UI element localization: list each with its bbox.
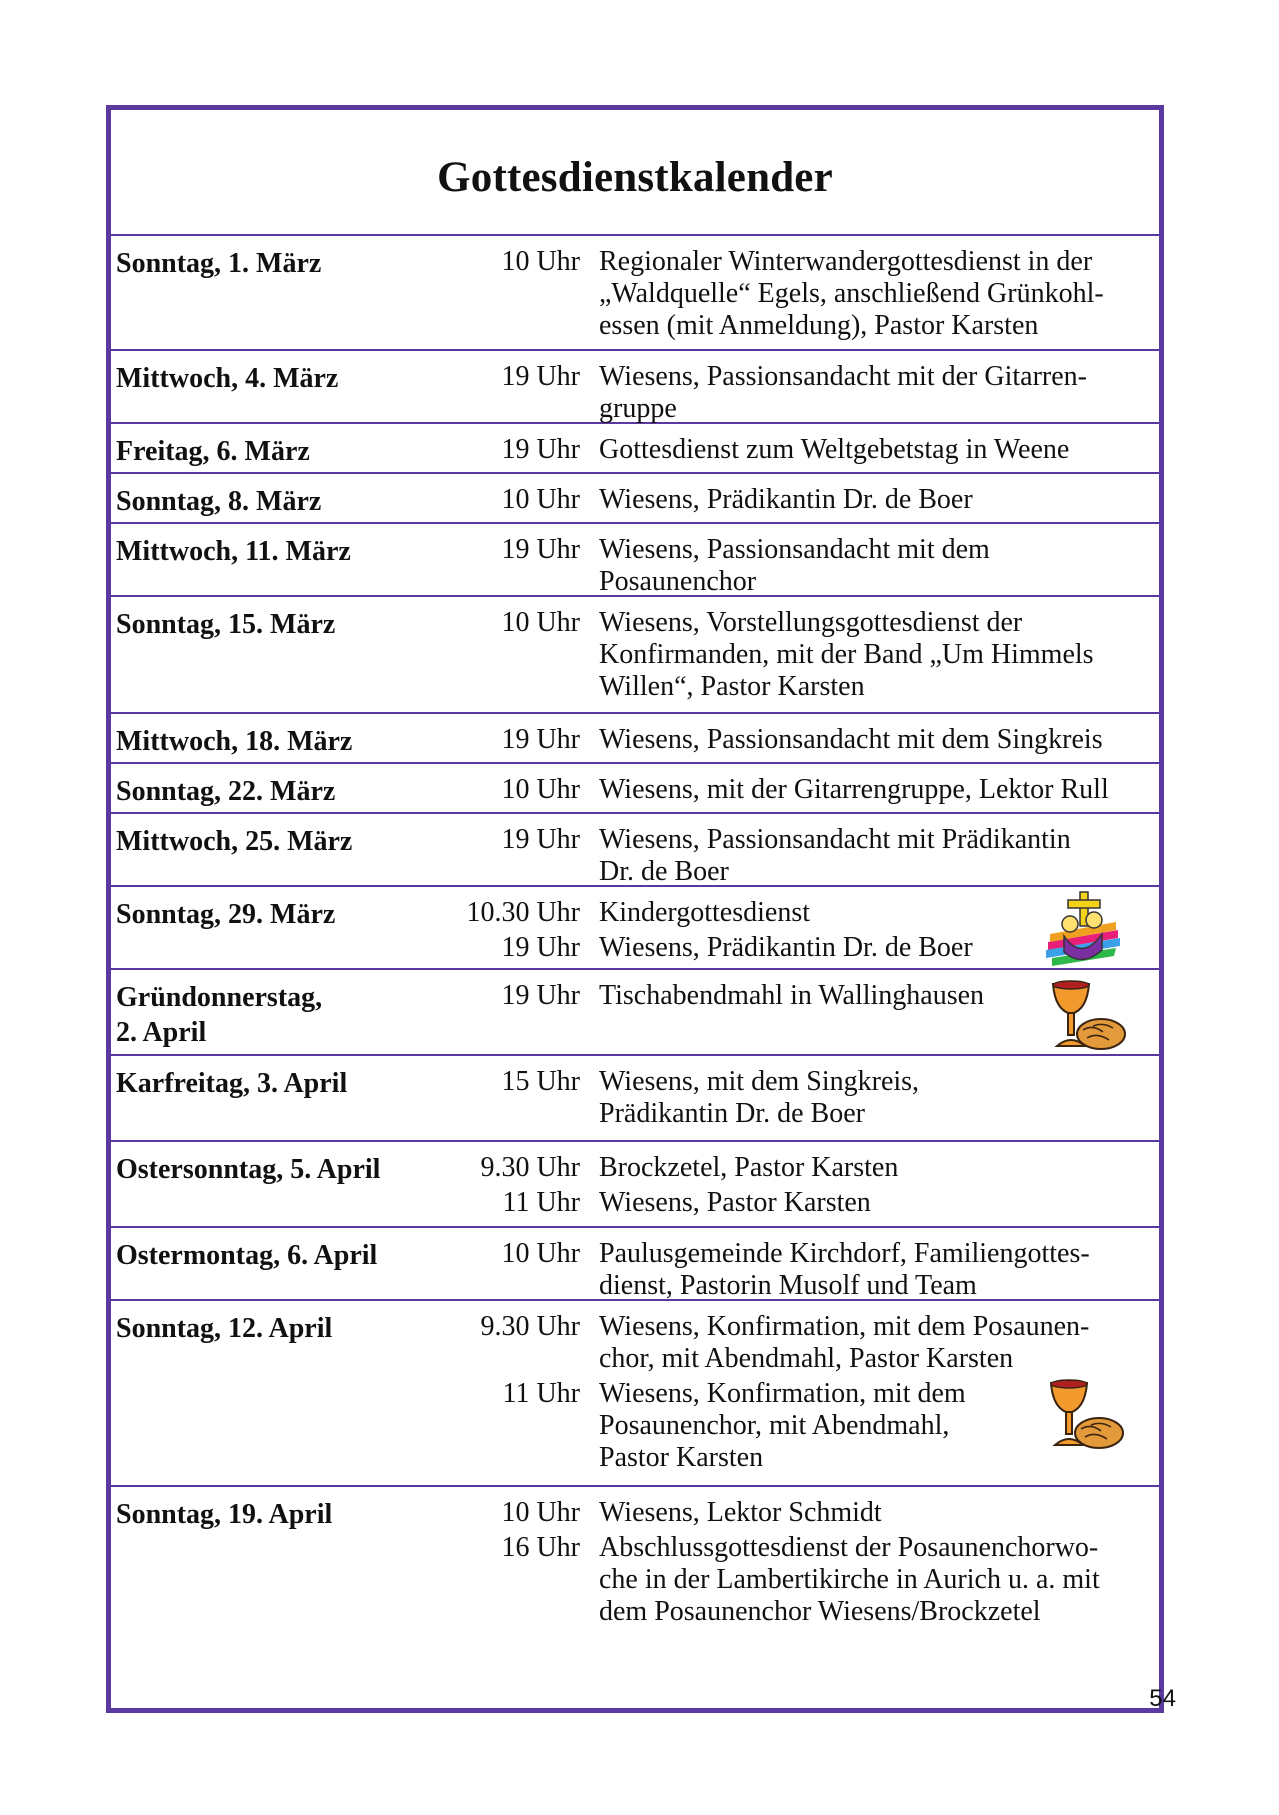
service-description: [599, 1187, 1159, 1219]
service-time: 19 Uhr: [501, 361, 580, 392]
description-line: Paulusgemeinde Kirchdorf, Familiengottes-: [599, 1238, 1090, 1269]
table-row: [111, 887, 1159, 970]
service-entry: [430, 534, 1159, 598]
description-line: Wiesens, Konfirmation, mit dem: [599, 1378, 966, 1409]
description-line: Wiesens, Prädikantin Dr. de Boer: [599, 484, 973, 515]
table-row: [111, 597, 1159, 714]
service-time: 10 Uhr: [501, 246, 580, 277]
service-time: 19 Uhr: [501, 980, 580, 1011]
service-events: [430, 607, 1159, 712]
service-entry: [430, 246, 1159, 342]
description-line: Tischabendmahl in Wallinghausen: [599, 980, 985, 1011]
service-events: [430, 1152, 1159, 1226]
service-events: [430, 484, 1159, 522]
service-day: Karfreitag, 3. April: [116, 1068, 348, 1099]
service-time: 10 Uhr: [501, 607, 580, 638]
service-day: Sonntag, 12. April: [116, 1313, 333, 1344]
service-time: 10 Uhr: [501, 1497, 580, 1528]
service-description: [599, 1238, 1159, 1302]
service-time: 10 Uhr: [501, 1238, 580, 1269]
description-line: essen (mit Anmeldung), Pastor Karsten: [599, 310, 1039, 341]
service-entry: [430, 1187, 1159, 1219]
service-events: [430, 1497, 1159, 1627]
service-day: Mittwoch, 25. März: [116, 826, 353, 857]
service-time: 15 Uhr: [501, 1066, 580, 1097]
service-description: [599, 434, 1159, 466]
service-entry: [430, 1497, 1159, 1529]
service-day: Sonntag, 8. März: [116, 486, 322, 517]
service-entry: [430, 1311, 1159, 1375]
description-line: Wiesens, Vorstellungsgottesdienst der: [599, 607, 1023, 638]
service-time: 10.30 Uhr: [466, 897, 580, 928]
description-line: Dr. de Boer: [599, 856, 729, 887]
service-time: 11 Uhr: [502, 1378, 580, 1409]
description-line: Wiesens, Prädikantin Dr. de Boer: [599, 932, 973, 963]
service-day: Freitag, 6. März: [116, 436, 310, 467]
service-events: [430, 1238, 1159, 1299]
description-line: Posaunenchor: [599, 566, 757, 597]
service-entry: [430, 361, 1159, 425]
service-time: 19 Uhr: [501, 534, 580, 565]
description-line: Wiesens, Passionsandacht mit dem: [599, 534, 990, 565]
service-time: 19 Uhr: [501, 932, 580, 963]
description-line: „Waldquelle“ Egels, anschließend Grünkohl-: [599, 278, 1104, 309]
table-row: [111, 1301, 1159, 1487]
service-day: Ostersonntag, 5. April: [116, 1154, 381, 1185]
description-line: gruppe: [599, 393, 677, 424]
table-row: [111, 1142, 1159, 1228]
service-events: [430, 774, 1159, 812]
description-line: Pastor Karsten: [599, 1442, 764, 1473]
service-description: [599, 1066, 1159, 1130]
description-line: Brockzetel, Pastor Karsten: [599, 1152, 899, 1183]
description-line: Willen“, Pastor Karsten: [599, 671, 865, 702]
service-time: 9.30 Uhr: [480, 1152, 580, 1183]
service-entry: [430, 434, 1159, 466]
service-entry: [430, 824, 1159, 888]
description-line: Wiesens, Lektor Schmidt: [599, 1497, 882, 1528]
calendar-rows: [111, 236, 1159, 1627]
table-row: [111, 236, 1159, 351]
description-line: Wiesens, Pastor Karsten: [599, 1187, 871, 1218]
description-line: che in der Lambertikirche in Aurich u. a. mit: [599, 1564, 1100, 1595]
description-line: Wiesens, mit der Gitarrengruppe, Lektor Rull: [599, 774, 1109, 805]
children-service-icon: [1044, 890, 1122, 968]
service-entry: [430, 724, 1159, 756]
service-events: [430, 361, 1159, 422]
service-description: [599, 1311, 1159, 1375]
service-description: [599, 246, 1159, 342]
description-line: Konfirmanden, mit der Band „Um Himmels: [599, 639, 1094, 670]
description-line: Wiesens, Konfirmation, mit dem Posaunen-: [599, 1311, 1090, 1342]
service-entry: [430, 1238, 1159, 1302]
service-time: 19 Uhr: [501, 434, 580, 465]
service-day: Gründonnerstag, 2. April: [116, 982, 323, 1048]
service-time: 10 Uhr: [501, 774, 580, 805]
service-day: Sonntag, 15. März: [116, 609, 336, 640]
calendar-frame: [106, 105, 1164, 1713]
service-description: [599, 484, 1159, 516]
table-row: [111, 970, 1159, 1056]
service-day: Mittwoch, 4. März: [116, 363, 339, 394]
service-description: [599, 724, 1159, 756]
service-entry: [430, 1532, 1159, 1628]
service-day: Sonntag, 22. März: [116, 776, 336, 807]
service-entry: [430, 774, 1159, 806]
service-entry: [430, 1152, 1159, 1184]
page-number: 54: [1149, 1685, 1176, 1712]
service-events: [430, 824, 1159, 885]
table-row: [111, 351, 1159, 424]
table-row: [111, 1228, 1159, 1301]
description-line: Wiesens, Passionsandacht mit der Gitarren-: [599, 361, 1087, 392]
service-day: Mittwoch, 11. März: [116, 536, 351, 567]
description-line: chor, mit Abendmahl, Pastor Karsten: [599, 1343, 1014, 1374]
description-line: Wiesens, Passionsandacht mit dem Singkreis: [599, 724, 1103, 755]
service-description: [599, 774, 1159, 806]
service-entry: [430, 484, 1159, 516]
service-time: 11 Uhr: [502, 1187, 580, 1218]
service-events: [430, 246, 1159, 349]
service-description: [599, 1152, 1159, 1184]
service-time: 9.30 Uhr: [480, 1311, 580, 1342]
table-row: [111, 1487, 1159, 1627]
service-time: 10 Uhr: [501, 484, 580, 515]
service-events: [430, 1066, 1159, 1140]
service-day: Sonntag, 19. April: [116, 1499, 333, 1530]
description-line: Regionaler Winterwandergottesdienst in der: [599, 246, 1093, 277]
service-events: [430, 434, 1159, 472]
service-day: Ostermontag, 6. April: [116, 1240, 378, 1271]
description-line: Gottesdienst zum Weltgebetstag in Weene: [599, 434, 1070, 465]
description-line: Prädikantin Dr. de Boer: [599, 1098, 865, 1129]
title-row: [111, 110, 1159, 236]
service-time: 16 Uhr: [501, 1532, 580, 1563]
chalice-bread-icon: [1045, 1375, 1123, 1455]
table-row: [111, 424, 1159, 474]
service-day: Mittwoch, 18. März: [116, 726, 353, 757]
description-line: Wiesens, Passionsandacht mit Prädikantin: [599, 824, 1071, 855]
description-line: dem Posaunenchor Wiesens/Brockzetel: [599, 1596, 1041, 1627]
description-line: dienst, Pastorin Musolf und Team: [599, 1270, 977, 1301]
service-description: [599, 1497, 1159, 1529]
table-row: [111, 714, 1159, 764]
service-description: [599, 361, 1159, 425]
description-line: Abschlussgottesdienst der Posaunenchorwo-: [599, 1532, 1099, 1563]
description-line: Kindergottesdienst: [599, 897, 811, 928]
table-row: [111, 474, 1159, 524]
description-line: Wiesens, mit dem Singkreis,: [599, 1066, 920, 1097]
service-entry: [430, 607, 1159, 703]
table-row: [111, 1056, 1159, 1142]
table-row: [111, 524, 1159, 597]
service-time: 19 Uhr: [501, 724, 580, 755]
service-day: Sonntag, 1. März: [116, 248, 322, 279]
service-time: 19 Uhr: [501, 824, 580, 855]
table-row: [111, 764, 1159, 814]
service-day: Sonntag, 29. März: [116, 899, 336, 930]
service-events: [430, 534, 1159, 595]
chalice-bread-icon: [1047, 976, 1127, 1050]
service-events: [430, 724, 1159, 762]
service-description: [599, 1532, 1159, 1628]
service-description: [599, 607, 1159, 703]
description-line: Posaunenchor, mit Abendmahl,: [599, 1410, 950, 1441]
table-row: [111, 814, 1159, 887]
page-title: Gottesdienstkalender: [437, 153, 833, 201]
service-description: [599, 534, 1159, 598]
service-description: [599, 824, 1159, 888]
service-entry: [430, 1066, 1159, 1130]
